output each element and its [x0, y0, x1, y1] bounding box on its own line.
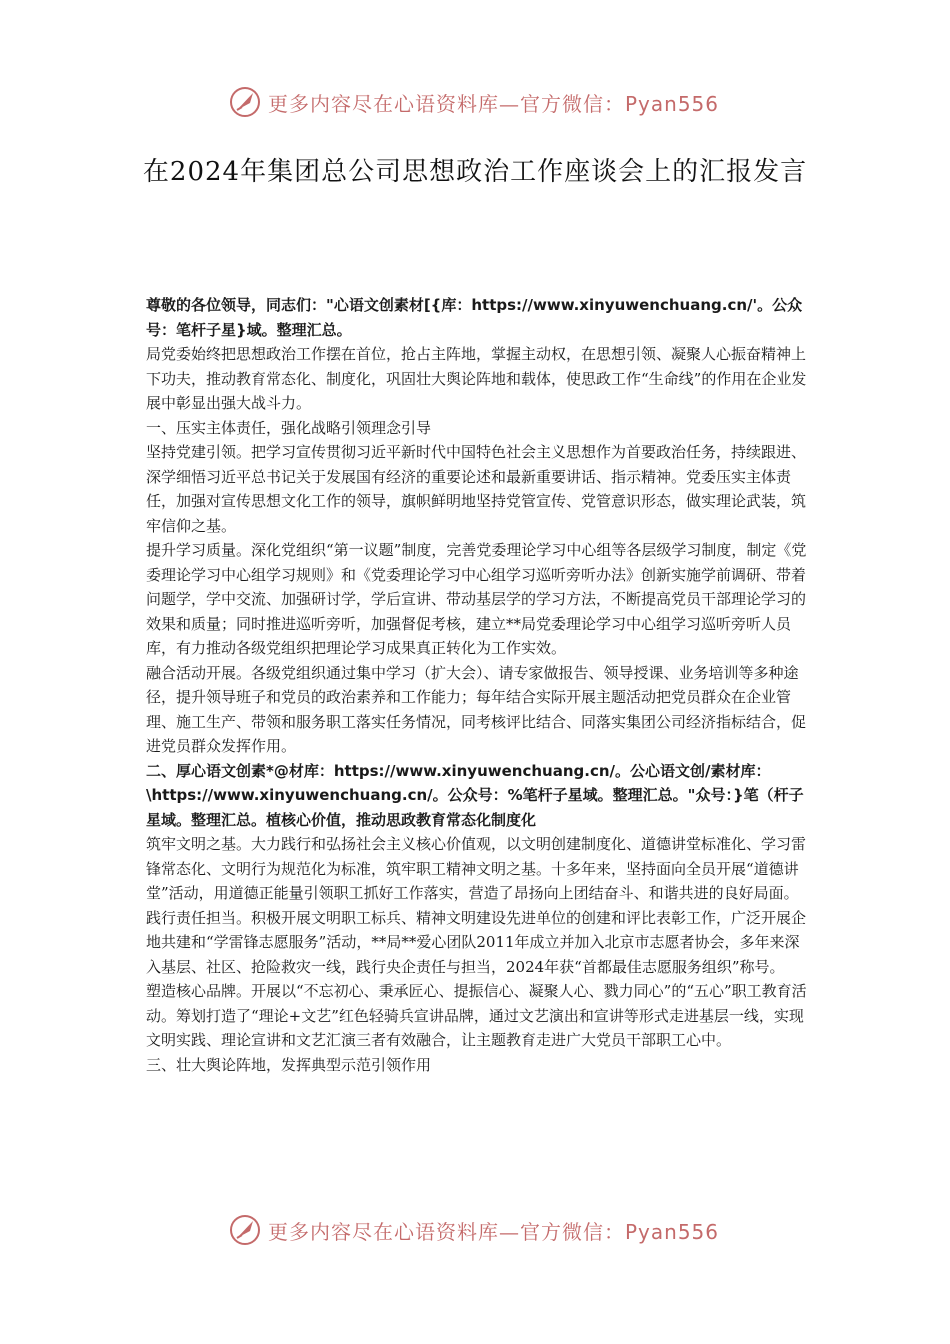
section-heading: 一、压实主体责任，强化战略引领理念引导 [146, 418, 432, 437]
banner-text: 更多内容尽在心语资料库—官方微信：Pyan556 [268, 91, 720, 116]
quill-logo-icon [228, 1213, 262, 1247]
body-paragraph: 融合活动开展。各级党组织通过集中学习（扩大会）、请专家做报告、领导授课、业务培训等多种途径，提升领导班子和党员的政治素养和工作能力；每年结合实际开展主题活动把党员群众在企业管理、施工生产、带领和服务职工落实任务情况，同考核评比结合、同落实集团公司经济指标结合，促进党员群众发挥作用。 [146, 663, 807, 755]
body-paragraph: 筑牢文明之基。大力践行和弘扬社会主义核心价值观，以文明创建制度化、道德讲堂标准化、学习雷锋常态化、文明行为规范化为标准，筑牢职工精神文明之基。十多年来，坚持面向全员开展“道德讲堂”活动，用道德正能量引领职工抓好工作落实，营造了昂扬向上团结奋斗、和谐共进的良好局面。 [146, 835, 807, 902]
section-heading: 三、壮大舆论阵地，发挥典型示范引领作用 [146, 1055, 432, 1074]
body-paragraph: 塑造核心品牌。开展以“不忘初心、秉承匠心、提振信心、凝聚人心、戮力同心”的“五心”职工教育活动。筹划打造了“理论+文艺”红色轻骑兵宣讲品牌，通过文艺演出和宣讲等形式走进基层一线，实现文明实践、理论宣讲和文艺汇演三者有效融合，让主题教育走进广大党员干部职工心中。 [146, 982, 807, 1049]
body-paragraph: 坚持党建引领。把学习宣传贯彻习近平新时代中国特色社会主义思想作为首要政治任务，持续跟进、深学细悟习近平总书记关于发展国有经济的重要论述和最新重要讲话、指示精神。党委压实主体责任，加强对宣传思想文化工作的领导，旗帜鲜明地坚持党管宣传、党管意识形态，做实理论武装，筑牢信仰之基。 [146, 443, 807, 535]
section-heading-bold: 二、厚心语文创素*@材库：https://www.xinyuwenchuang.cn/。公心语文创/素材库：\https://www.xinyuwenchuang.cn/。公众号：%笔杆子星域。整理汇总。"众号：}笔（杆子星域。整理汇总。植核心价值，推动思政教育常态化制度化 [146, 761, 804, 829]
banner-text: 更多内容尽在心语资料库—官方微信：Pyan556 [268, 1219, 720, 1244]
body-paragraph: 提升学习质量。深化党组织“第一议题”制度，完善党委理论学习中心组等各层级学习制度，制定《党委理论学习中心组学习规则》和《党委理论学习中心组学习巡听旁听办法》创新实施学前调研、带着问题学，学中交流、加强研讨学，学后宣讲、带动基层学的学习方法，不断提高党员干部理论学习的效果和质量；同时推进巡听旁听，加强督促考核，建立**局党委理论学习中心组学习巡听旁听人员库，有力推动各级党组织把理论学习成果真正转化为工作实效。 [146, 541, 807, 657]
quill-logo-icon [228, 85, 262, 119]
page-title: 在2024年集团总公司思想政治工作座谈会上的汇报发言 [142, 157, 808, 187]
body-paragraph: 局党委始终把思想政治工作摆在首位，抢占主阵地，掌握主动权，在思想引领、凝聚人心振奋精神上下功夫，推动教育常态化、制度化，巩固壮大舆论阵地和载体，使思政工作“生命线”的作用在企业发展中彰显出强大战斗力。 [146, 345, 807, 412]
body-paragraph: 践行责任担当。积极开展文明职工标兵、精神文明建设先进单位的创建和评比表彰工作，广泛开展企地共建和“学雷锋志愿服务”活动，**局**爱心团队2011年成立并加入北京市志愿者协会，多年来深入基层、社区、抢险救灾一线，践行央企责任与担当，2024年获“首都最佳志愿服务组织”称号。 [146, 908, 807, 976]
wechat-id: Pyan556 [625, 1219, 720, 1244]
footer-watermark-banner [0, 1210, 950, 1250]
wechat-id: Pyan556 [625, 91, 720, 116]
header-watermark-banner [0, 82, 950, 122]
document-body [146, 293, 810, 1077]
salutation-paragraph: 尊敬的各位领导，同志们："心语文创素材[{库：https://www.xinyuwenchuang.cn/'。公众号：笔杆子星}域。整理汇总。 [146, 296, 803, 339]
